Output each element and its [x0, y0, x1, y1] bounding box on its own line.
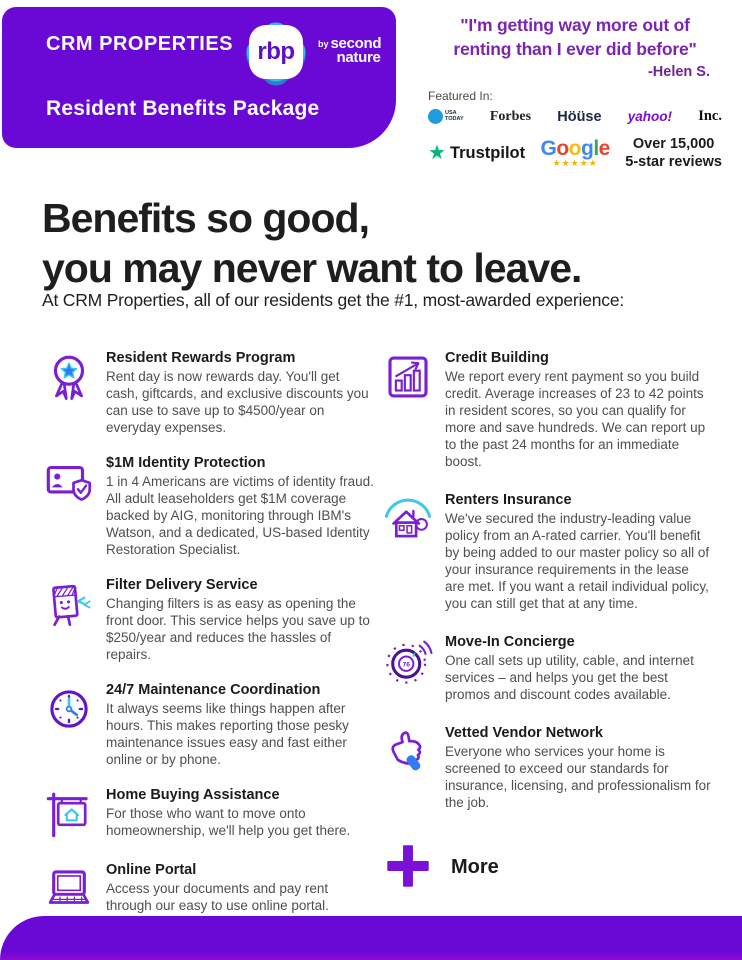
second-nature-logo: [318, 37, 381, 65]
rbp-logo-badge: [249, 25, 303, 79]
more-row: [381, 839, 725, 895]
google-logo: [540, 136, 610, 168]
page-subtitle: At CRM Properties, all of our residents get the #1, most-awarded experience:: [42, 290, 625, 310]
page-title: [42, 193, 581, 293]
inc-logo: Inc.: [698, 108, 722, 124]
testimonial-block: [428, 13, 722, 171]
benefit-item: [381, 725, 725, 811]
id-card-shield-icon: [42, 455, 98, 511]
benefit-item: [42, 350, 378, 436]
trustpilot-logo: [428, 143, 525, 163]
reviews-count: [625, 135, 722, 171]
benefit-title: Vetted Vendor Network: [445, 725, 603, 741]
benefit-item: [42, 455, 378, 558]
trustpilot-label: Trustpilot: [449, 143, 526, 162]
google-letter: g: [581, 136, 594, 160]
benefit-title: Move-In Concierge: [445, 634, 575, 650]
rbp-logo-text: rbp: [257, 38, 295, 65]
benefit-description: Changing filters is as easy as opening the front door. This service helps you save up to $250/year and reduces the hassles of repairs.: [106, 596, 370, 662]
thumbs-up-icon: [381, 725, 437, 781]
benefit-description: We've secured the industry-leading value policy from an A-rated carrier. You'll benefit by being added to our master policy so all of your insurance requirements in the lease are met. If you want a retail individual policy, you can still get that at any time.: [445, 511, 710, 611]
benefit-item: [42, 577, 378, 663]
benefit-description: Everyone who services your home is screened to exceed our standards for insurance, licensing, and professionalism for the job.: [445, 744, 711, 810]
benefit-item: [42, 682, 378, 768]
benefit-title: Resident Rewards Program: [106, 350, 296, 366]
footer-bar: [0, 916, 742, 960]
google-stars-icon: ★★★★★: [552, 157, 598, 168]
google-letter: l: [593, 136, 599, 160]
forbes-logo: Forbes: [489, 108, 532, 124]
insured-house-icon: [381, 492, 437, 548]
quote-attribution: -Helen S.: [647, 64, 710, 80]
benefit-item: [381, 350, 725, 470]
benefit-item: [42, 787, 378, 843]
house-sign-icon: [42, 787, 98, 843]
reviews-line-1: Over 15,000: [632, 136, 715, 152]
clock-icon: [42, 682, 98, 738]
benefit-description: 1 in 4 Americans are victims of identity fraud. All adult leaseholders get $1M coverage backed by AIG, monitoring through IBM's Watson, and a dedicated, US-based Identity Restoration Specialist.: [106, 474, 374, 557]
reviews-line-2: 5-star reviews: [625, 154, 722, 170]
benefit-title: $1M Identity Protection: [106, 455, 266, 471]
usa-today-circle-icon: [428, 109, 443, 124]
company-name: CRM PROPERTIES: [46, 33, 234, 55]
plus-icon: [381, 839, 437, 895]
benefit-description: Rent day is now rewards day. You'll get cash, giftcards, and exclusive discounts you can use to save up to $4500/year on everyday expenses.: [106, 369, 369, 435]
benefit-title: 24/7 Maintenance Coordination: [106, 682, 321, 698]
house-logo: Höüse: [557, 108, 602, 125]
laptop-icon: [42, 862, 98, 918]
benefit-description: One call sets up utility, cable, and internet services – and helps you get the best promos and discount codes available.: [445, 653, 694, 702]
brand-line-1: second: [330, 35, 382, 52]
google-letter: o: [568, 136, 581, 160]
benefit-description: It always seems like things happen after hours. This makes reporting those pesky maintenance issues easy and fast either online or by phone.: [106, 701, 349, 767]
benefits-column-left: [42, 350, 378, 937]
yahoo-logo: yahoo!: [627, 109, 673, 124]
benefit-description: For those who want to move onto homeownership, we'll help you get there.: [106, 806, 351, 838]
trustpilot-star-icon: ★: [428, 142, 446, 164]
benefit-title: Renters Insurance: [445, 492, 572, 508]
benefit-title: Filter Delivery Service: [106, 577, 258, 593]
benefit-description: Access your documents and pay rent through our easy to use online portal.: [106, 881, 329, 913]
rbp-logo: [240, 17, 312, 89]
quote-line-1: "I'm getting way more out of: [460, 15, 690, 35]
quote-line-2: renting than I ever did before": [453, 39, 697, 59]
heading-line-1: Benefits so good,: [42, 195, 369, 242]
package-title: Resident Benefits Package: [46, 97, 320, 120]
testimonial-quote: [428, 13, 722, 61]
benefit-title: Credit Building: [445, 350, 549, 366]
logo-by-label: by: [318, 39, 329, 49]
benefit-item: [42, 862, 378, 918]
brand-line-2: nature: [336, 49, 381, 66]
usa-today-line2: TODAY: [445, 115, 464, 122]
benefit-item: [381, 634, 725, 703]
google-letter: e: [598, 136, 610, 160]
featured-in-label: Featured In:: [428, 89, 493, 103]
dial-value: 76: [402, 661, 410, 669]
benefit-title: Online Portal: [106, 862, 197, 878]
bar-chart-icon: [381, 350, 437, 406]
more-label: More: [451, 855, 499, 878]
google-letter: o: [556, 136, 569, 160]
usa-today-logo: [428, 109, 464, 124]
benefit-description: We report every rent payment so you build credit. Average increases of 23 to 42 points in resident scores, so you can qualify for more and save hundreds. We can report up to the past 24 months for an immediate boost.: [445, 369, 706, 469]
benefits-column-right: [381, 350, 725, 895]
google-letter: G: [540, 136, 557, 160]
award-ribbon-icon: [42, 350, 98, 406]
benefit-title: Home Buying Assistance: [106, 787, 280, 803]
usa-today-line1: USA: [445, 110, 457, 116]
benefit-item: [381, 492, 725, 612]
filter-box-icon: [42, 577, 98, 633]
ratings-row: [428, 135, 722, 171]
heading-line-2: you may never want to leave.: [42, 245, 582, 292]
brand-banner: [2, 7, 396, 148]
press-logos-row: [428, 108, 722, 125]
concierge-dial-icon: [381, 634, 437, 690]
